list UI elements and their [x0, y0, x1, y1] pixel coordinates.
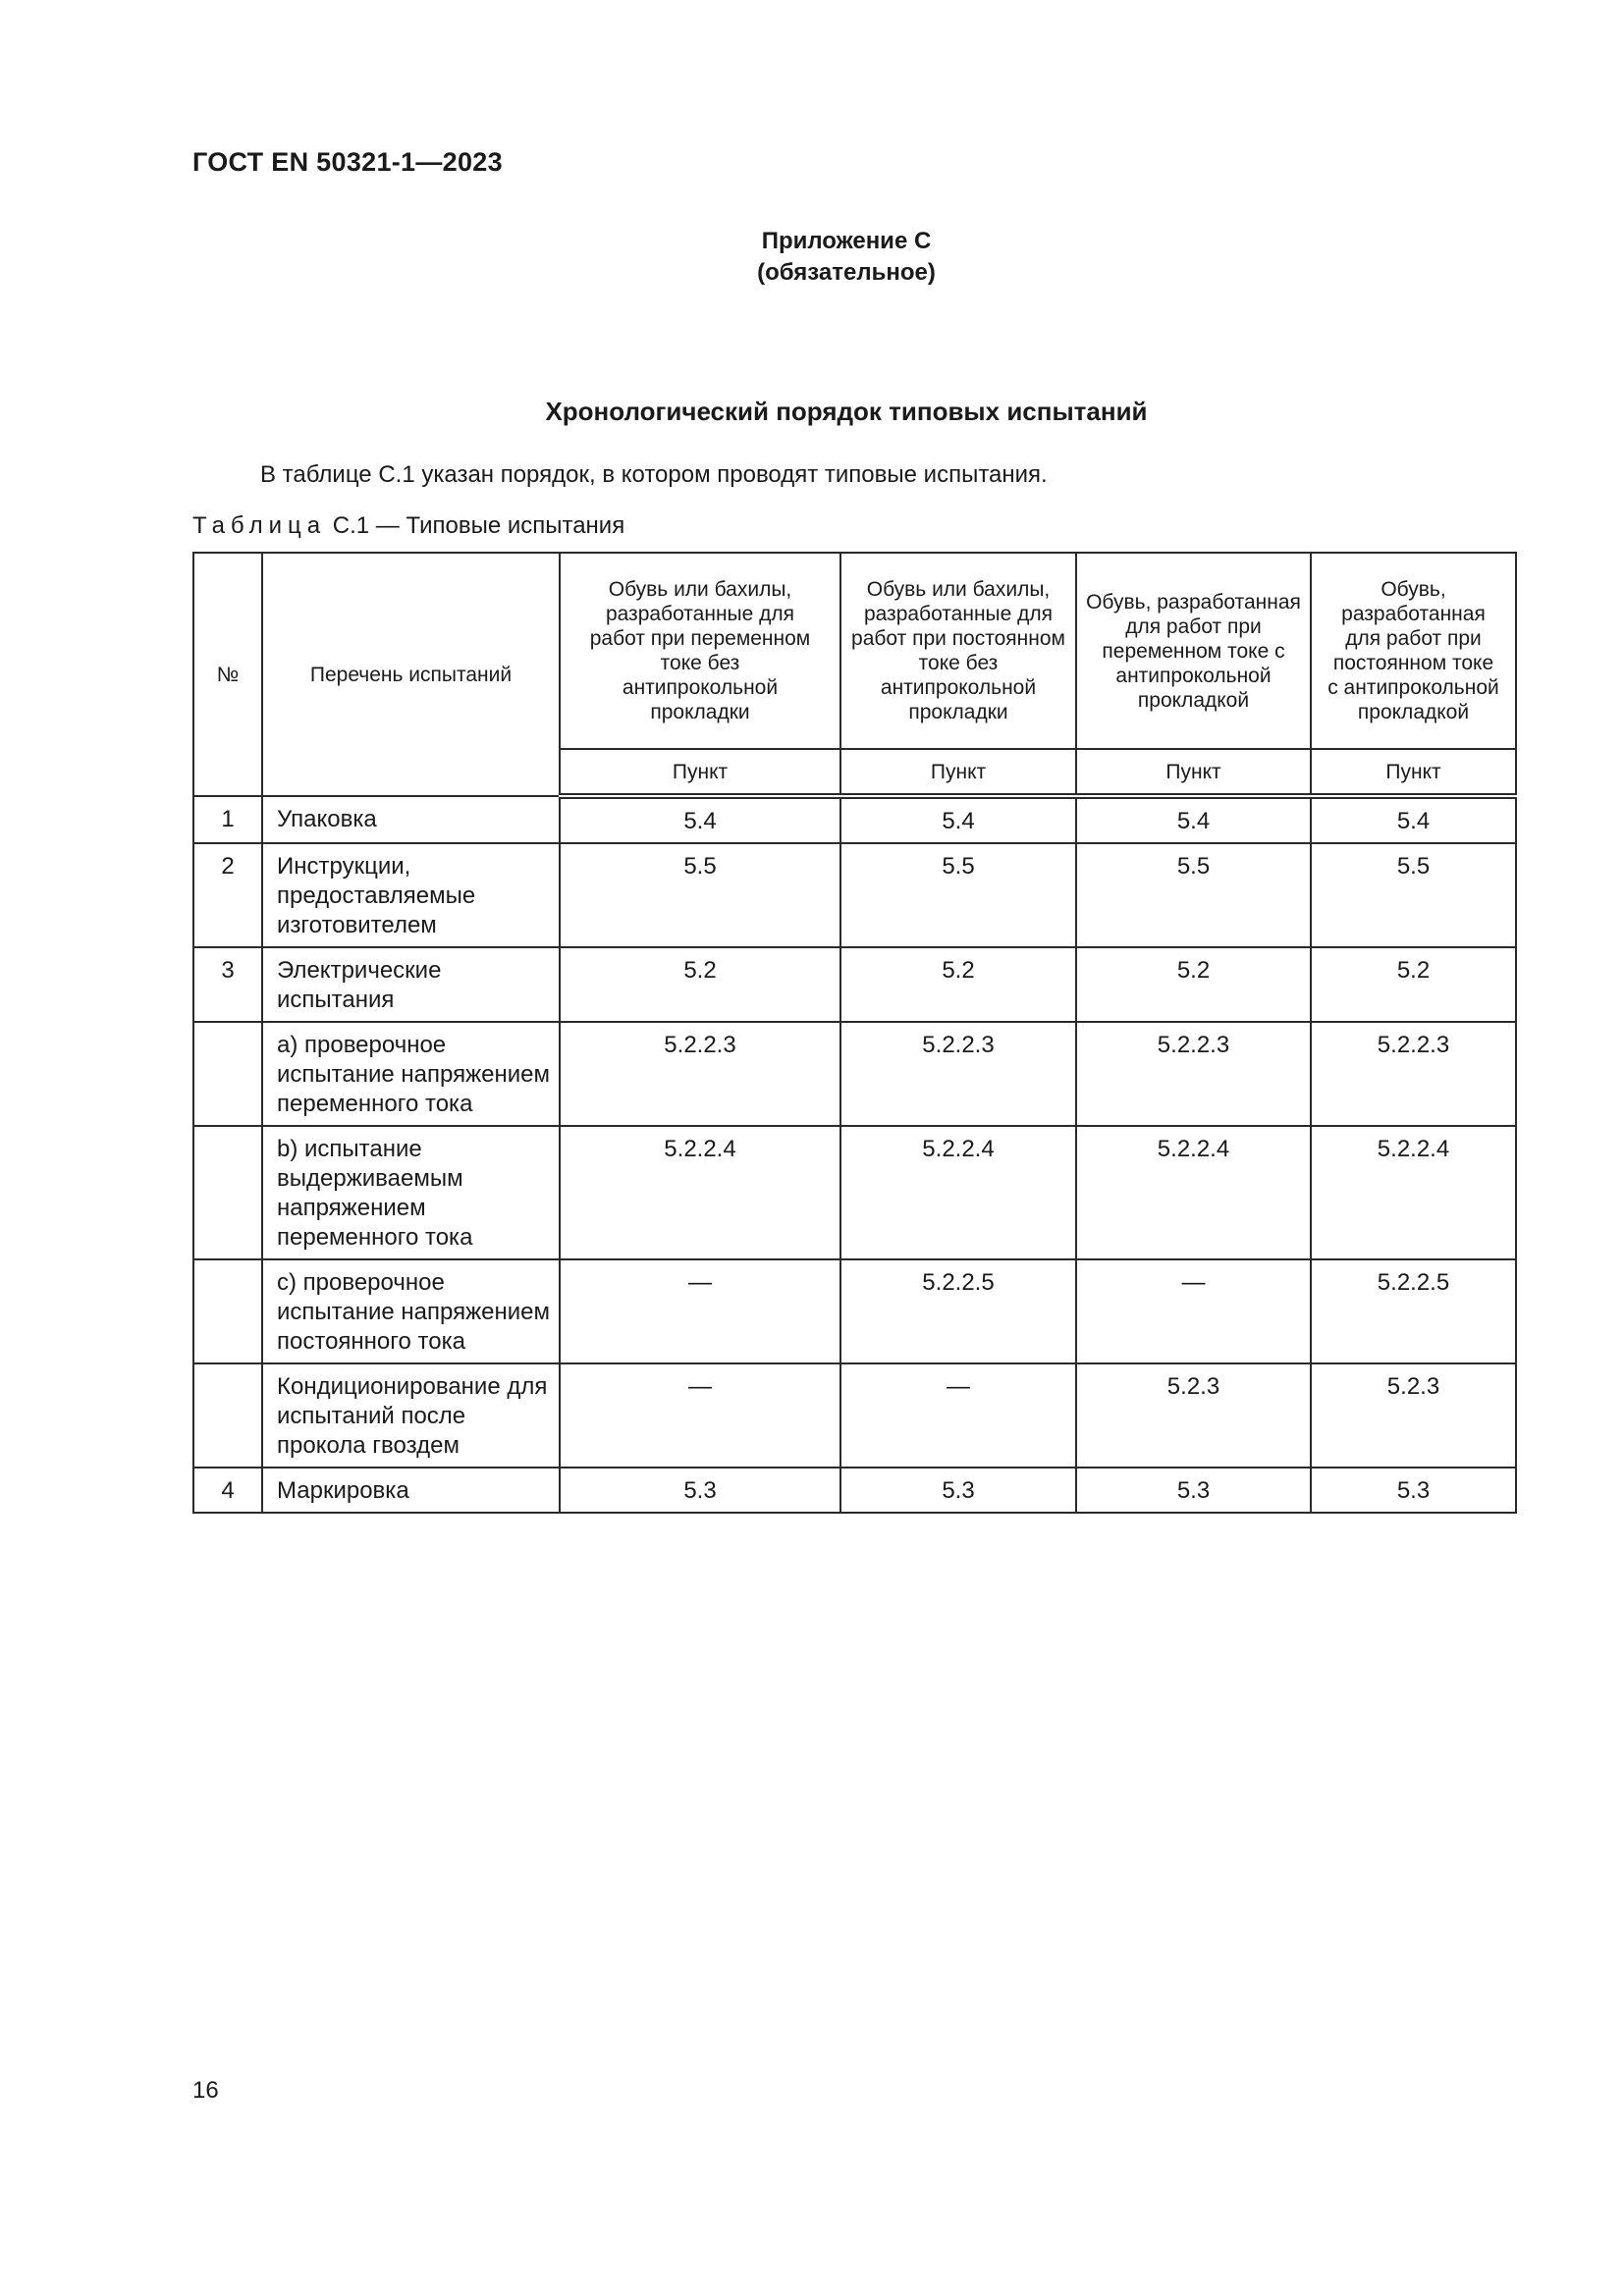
row-value: 5.3	[1076, 1468, 1311, 1513]
row-value: —	[560, 1363, 840, 1468]
table-row	[193, 1022, 1516, 1126]
header-col-2	[840, 553, 1076, 749]
row-value: 5.2.2.3	[1311, 1022, 1516, 1126]
row-value: 5.5	[560, 843, 840, 947]
table-row	[193, 1126, 1516, 1259]
row-value: 5.2.2.5	[1311, 1259, 1516, 1363]
header-col-3-text: Обувь, разработанная для работ при переменном токе с антипрокольной прокладкой	[1086, 590, 1301, 712]
row-value: 5.4	[840, 796, 1076, 843]
header-unit-2: Пункт	[840, 749, 1076, 796]
row-value: 5.5	[1311, 843, 1516, 947]
header-unit-1: Пункт	[560, 749, 840, 796]
row-value: 5.2	[1076, 947, 1311, 1022]
row-value: 5.2.2.3	[1076, 1022, 1311, 1126]
header-col-4	[1311, 553, 1516, 749]
row-value: 5.2.2.4	[1076, 1126, 1311, 1259]
page-number: 16	[192, 2077, 219, 2104]
appendix-heading	[0, 226, 1624, 289]
row-test-name: а) проверочное испытание напряжением переменного тока	[262, 1022, 560, 1126]
row-test-name: Инструкции, предоставляемые изготовителем	[262, 843, 560, 947]
row-value: 5.2.2.5	[840, 1259, 1076, 1363]
table-row	[193, 947, 1516, 1022]
row-value: 5.2	[560, 947, 840, 1022]
row-value: 5.2.3	[1076, 1363, 1311, 1468]
row-value: 5.2	[1311, 947, 1516, 1022]
table-caption-label: Таблица	[192, 512, 327, 539]
row-test-name: c) проверочное испытание напряжением постоянного тока	[262, 1259, 560, 1363]
row-value: 5.2	[840, 947, 1076, 1022]
row-number: 4	[193, 1468, 262, 1513]
row-value: 5.2.2.3	[560, 1022, 840, 1126]
table-row	[193, 796, 1516, 843]
standard-designation: ГОСТ EN 50321-1—2023	[192, 147, 503, 177]
header-col-3	[1076, 553, 1311, 749]
header-unit-3: Пункт	[1076, 749, 1311, 796]
row-value: 5.4	[560, 796, 840, 843]
header-col-1-text: Обувь или бахилы, разработанные для работ при переменном токе без антипрокольной прокладки	[589, 578, 811, 723]
header-unit-4: Пункт	[1311, 749, 1516, 796]
table-row	[193, 1468, 1516, 1513]
type-tests-table	[192, 552, 1517, 1514]
row-number	[193, 1126, 262, 1259]
header-col-2-text: Обувь или бахилы, разработанные для работ при постоянном токе без антипрокольной прокладки	[851, 578, 1065, 723]
row-number: 1	[193, 796, 262, 843]
table-row	[193, 1259, 1516, 1363]
row-value: 5.3	[560, 1468, 840, 1513]
table-caption	[192, 512, 624, 540]
intro-paragraph: В таблице С.1 указан порядок, в котором проводят типовые испытания.	[260, 461, 1048, 488]
row-number: 2	[193, 843, 262, 947]
header-test-list: Перечень испытаний	[262, 553, 560, 796]
table-row	[193, 1363, 1516, 1468]
row-number	[193, 1022, 262, 1126]
row-value: 5.4	[1076, 796, 1311, 843]
appendix-status: (обязательное)	[757, 259, 936, 286]
row-value: 5.4	[1311, 796, 1516, 843]
row-value: 5.5	[1076, 843, 1311, 947]
row-test-name: Кондиционирование для испытаний после прокола гвоздем	[262, 1363, 560, 1468]
header-col-4-text: Обувь, разработанная для работ при постоянном токе с антипрокольной прокладкой	[1327, 578, 1499, 723]
table-caption-text: С.1 — Типовые испытания	[326, 512, 625, 539]
row-number	[193, 1259, 262, 1363]
row-value: 5.3	[840, 1468, 1076, 1513]
row-value: 5.2.2.4	[840, 1126, 1076, 1259]
header-number: №	[193, 553, 262, 796]
row-number	[193, 1363, 262, 1468]
row-value: 5.3	[1311, 1468, 1516, 1513]
row-number: 3	[193, 947, 262, 1022]
appendix-title: Приложение С	[761, 228, 932, 254]
row-value: —	[1076, 1259, 1311, 1363]
header-col-1	[560, 553, 840, 749]
row-value: 5.2.2.3	[840, 1022, 1076, 1126]
row-value: 5.2.3	[1311, 1363, 1516, 1468]
row-test-name: b) испытание выдерживаемым напряжением переменного тока	[262, 1126, 560, 1259]
row-value: —	[560, 1259, 840, 1363]
row-value: 5.2.2.4	[1311, 1126, 1516, 1259]
row-test-name: Упаковка	[262, 796, 560, 843]
row-value: —	[840, 1363, 1076, 1468]
row-test-name: Электрические испытания	[262, 947, 560, 1022]
section-title: Хронологический порядок типовых испытаний	[545, 397, 1148, 426]
row-test-name: Маркировка	[262, 1468, 560, 1513]
row-value: 5.5	[840, 843, 1076, 947]
row-value: 5.2.2.4	[560, 1126, 840, 1259]
table-row	[193, 843, 1516, 947]
